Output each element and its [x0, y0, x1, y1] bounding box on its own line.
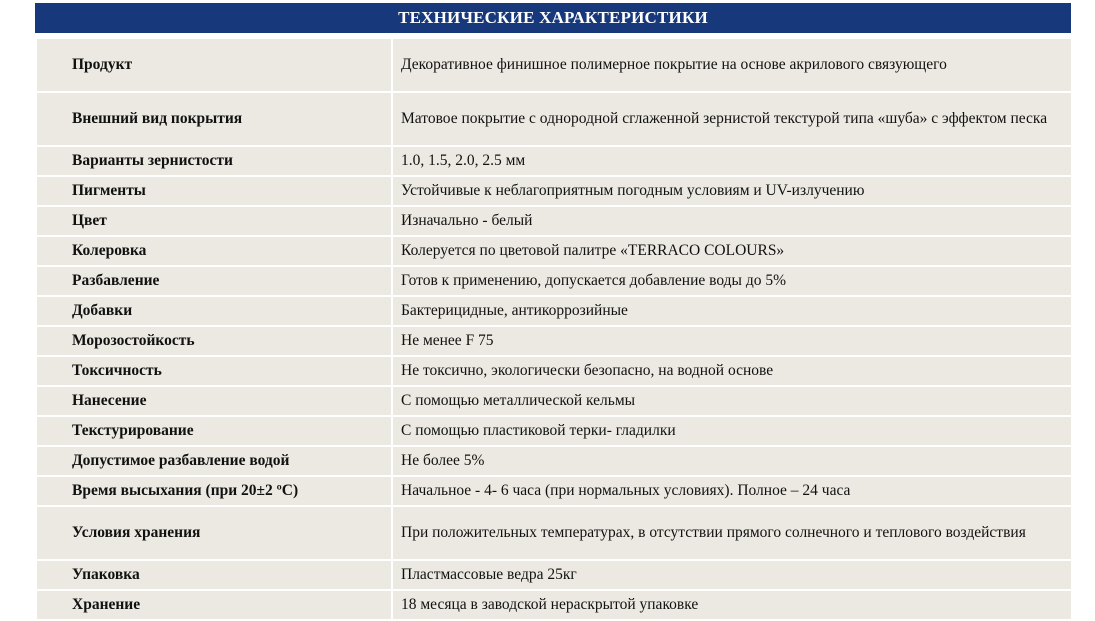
row-value: Декоративное финишное полимерное покрытие на основе акрилового связующего: [392, 38, 1072, 92]
row-label: Допустимое разбавление водой: [36, 446, 392, 476]
row-label: Разбавление: [36, 266, 392, 296]
row-label: Условия хранения: [36, 506, 392, 560]
row-label: Токсичность: [36, 356, 392, 386]
row-value: Не токсично, экологически безопасно, на водной основе: [392, 356, 1072, 386]
row-value: При положительных температурах, в отсутствии прямого солнечного и теплового воздействия: [392, 506, 1072, 560]
row-label: Пигменты: [36, 176, 392, 206]
specs-table: [35, 37, 1073, 621]
row-label: Внешний вид покрытия: [36, 92, 392, 146]
row-value: Колеруется по цветовой палитре «TERRACO COLOURS»: [392, 236, 1072, 266]
table-row: [36, 236, 1072, 266]
row-value: Устойчивые к неблагоприятным погодным условиям и UV-излучению: [392, 176, 1072, 206]
row-value: Изначально - белый: [392, 206, 1072, 236]
row-label: Упаковка: [36, 560, 392, 590]
row-label: Нанесение: [36, 386, 392, 416]
table-row: [36, 176, 1072, 206]
table-row: [36, 590, 1072, 620]
table-row: [36, 146, 1072, 176]
row-value: Пластмассовые ведра 25кг: [392, 560, 1072, 590]
table-row: [36, 560, 1072, 590]
table-row: [36, 326, 1072, 356]
page-title: ТЕХНИЧЕСКИЕ ХАРАКТЕРИСТИКИ: [35, 3, 1071, 33]
row-label: Добавки: [36, 296, 392, 326]
row-value: Не более 5%: [392, 446, 1072, 476]
row-label: Колеровка: [36, 236, 392, 266]
row-label: Время высыхания (при 20±2 ºC): [36, 476, 392, 506]
table-row: [36, 446, 1072, 476]
table-row: [36, 206, 1072, 236]
row-label: Варианты зернистости: [36, 146, 392, 176]
row-value: С помощью металлической кельмы: [392, 386, 1072, 416]
row-value: 1.0, 1.5, 2.0, 2.5 мм: [392, 146, 1072, 176]
row-value: Не менее F 75: [392, 326, 1072, 356]
row-label: Продукт: [36, 38, 392, 92]
row-label: Цвет: [36, 206, 392, 236]
table-row: [36, 266, 1072, 296]
row-value: Начальное - 4- 6 часа (при нормальных условиях). Полное – 24 часа: [392, 476, 1072, 506]
row-value: Бактерицидные, антикоррозийные: [392, 296, 1072, 326]
table-row: [36, 416, 1072, 446]
row-value: Матовое покрытие с однородной сглаженной зернистой текстурой типа «шуба» с эффектом песка: [392, 92, 1072, 146]
row-value: С помощью пластиковой терки- гладилки: [392, 416, 1072, 446]
table-row: [36, 296, 1072, 326]
table-row: [36, 386, 1072, 416]
table-row: [36, 506, 1072, 560]
row-value: Готов к применению, допускается добавление воды до 5%: [392, 266, 1072, 296]
table-row: [36, 356, 1072, 386]
row-label: Текстурирование: [36, 416, 392, 446]
table-row: [36, 38, 1072, 92]
table-row: [36, 476, 1072, 506]
table-row: [36, 92, 1072, 146]
row-value: 18 месяца в заводской нераскрытой упаковке: [392, 590, 1072, 620]
row-label: Морозостойкость: [36, 326, 392, 356]
row-label: Хранение: [36, 590, 392, 620]
